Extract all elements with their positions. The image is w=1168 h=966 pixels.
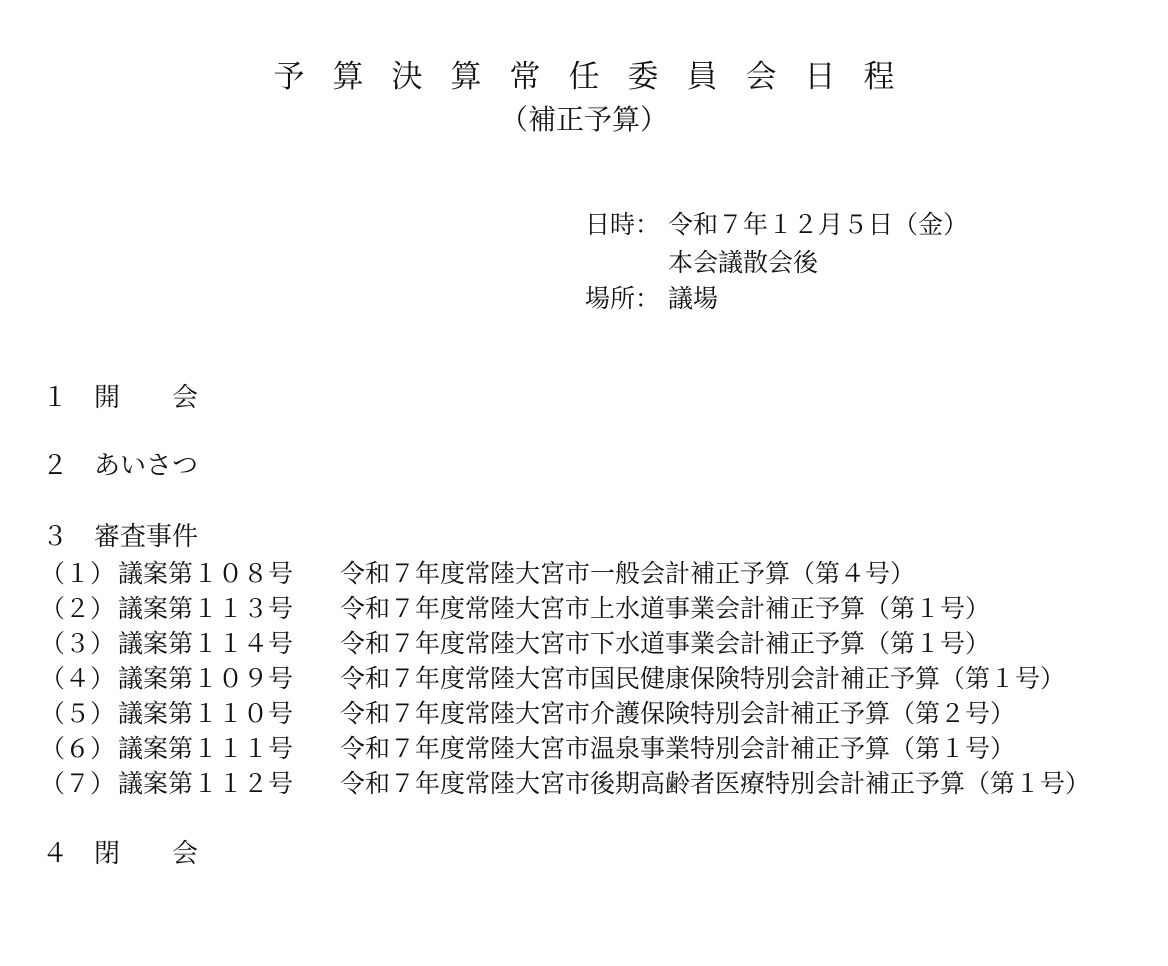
agenda-item-number: （２） [40,594,116,623]
section-number: ４ [42,839,69,869]
agenda-item-number: （６） [40,734,116,763]
agenda-item [40,701,1015,726]
document-title: 予算決算常任委員会日程 [273,59,923,95]
section-examination [42,524,198,550]
place-value: 議場 [668,284,719,313]
agenda-bill-number: 議案第１０９号 [118,664,294,693]
agenda-item-number: （５） [40,699,116,728]
agenda-bill-number: 議案第１１３号 [118,594,294,623]
datetime-label: 日時： [585,210,661,239]
agenda-bill-title: 令和７年度常陸大宮市温泉事業特別会計補正予算（第１号） [340,734,1016,763]
agenda-bill-title: 令和７年度常陸大宮市介護保険特別会計補正予算（第２号） [340,699,1016,728]
agenda-bill-title: 令和７年度常陸大宮市上水道事業会計補正予算（第１号） [340,594,991,623]
agenda-item [40,631,990,656]
section-label: あいさつ [94,451,199,481]
section-label: 審査事件 [94,522,199,552]
place-label: 場所： [585,284,661,313]
agenda-bill-number: 議案第１１２号 [118,769,294,798]
agenda-item-number: （１） [40,559,116,588]
agenda-bill-title: 令和７年度常陸大宮市下水道事業会計補正予算（第１号） [340,629,991,658]
agenda-item-number: （７） [40,769,116,798]
agenda-bill-number: 議案第１０８号 [118,559,294,588]
section-opening [42,385,198,411]
datetime-value: 令和７年１２月５日（金） [668,210,969,239]
section-label: 開 会 [94,383,199,413]
section-number: １ [42,383,69,413]
section-greeting [42,453,198,479]
agenda-bill-number: 議案第１１４号 [118,629,294,658]
agenda-item [40,596,990,621]
section-number: ２ [42,451,69,481]
agenda-bill-title: 令和７年度常陸大宮市一般会計補正予算（第４号） [340,559,916,588]
datetime-value-continued: 本会議散会後 [668,248,819,277]
section-label: 閉 会 [94,839,199,869]
document-subtitle: （補正予算） [499,103,668,136]
agenda-item [40,771,1090,796]
section-number: ３ [42,522,69,552]
section-closing [42,841,198,867]
agenda-item-number: （３） [40,629,116,658]
agenda-bill-number: 議案第１１１号 [118,734,294,763]
agenda-bill-title: 令和７年度常陸大宮市国民健康保険特別会計補正予算（第１号） [340,664,1066,693]
agenda-item [40,666,1065,691]
agenda-item-number: （４） [40,664,116,693]
agenda-bill-title: 令和７年度常陸大宮市後期高齢者医療特別会計補正予算（第１号） [340,769,1091,798]
agenda-item [40,736,1015,761]
agenda-bill-number: 議案第１１０号 [118,699,294,728]
agenda-item [40,561,915,586]
